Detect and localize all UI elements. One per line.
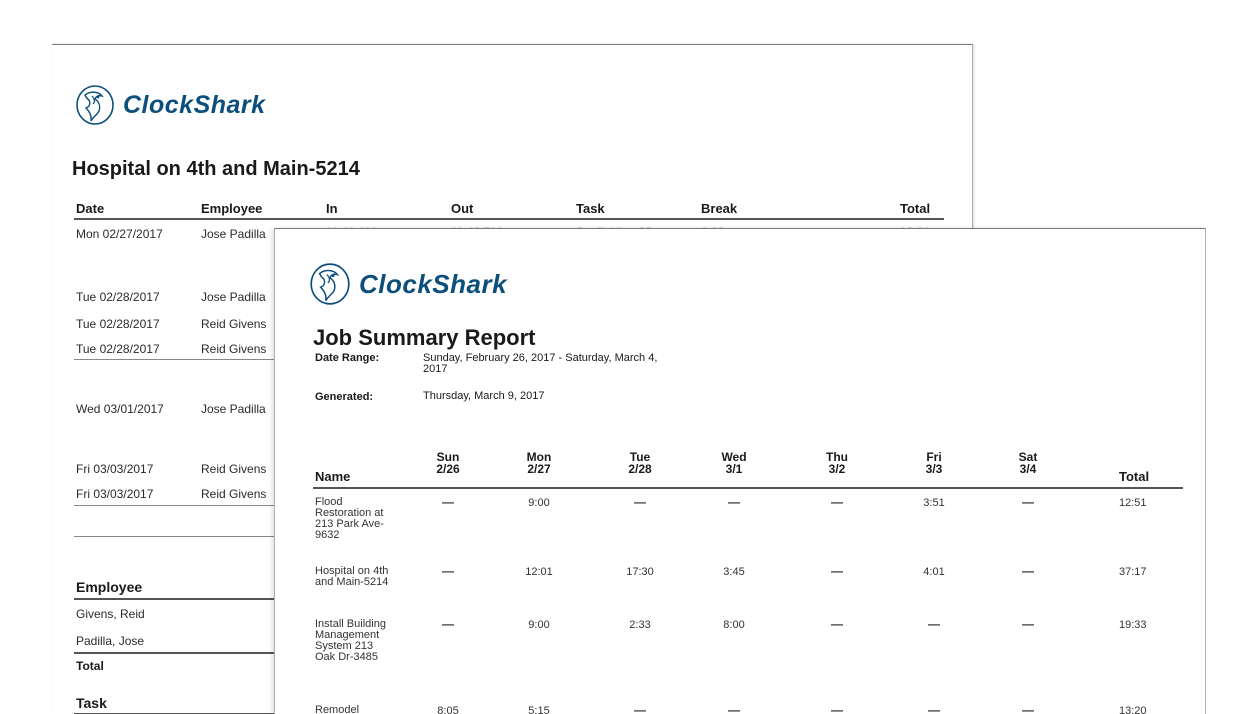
table-row-employee: Reid Givens xyxy=(201,342,267,356)
job-name: Hospital on 4th and Main-5214 xyxy=(315,565,389,588)
column-header-day xyxy=(615,451,665,475)
day-name: Sat xyxy=(1018,450,1038,464)
table-cell: 3:45 xyxy=(723,566,745,578)
table-row-date: Wed 03/01/2017 xyxy=(76,402,164,416)
table-cell: — xyxy=(831,617,843,631)
table-cell: 2:33 xyxy=(629,619,651,631)
shark-logo-icon xyxy=(74,83,116,127)
column-header-out: Out xyxy=(451,201,474,216)
column-header-day xyxy=(423,451,473,475)
table-row-employee: Reid Givens xyxy=(201,317,267,331)
table-cell: 12:01 xyxy=(525,566,553,578)
day-date: 2/28 xyxy=(628,462,652,476)
column-header-name: Name xyxy=(315,469,351,484)
table-cell: — xyxy=(1022,564,1034,578)
row-separator xyxy=(74,505,300,506)
shark-logo-icon xyxy=(308,261,352,307)
column-header-task: Task xyxy=(576,201,605,216)
row-total: 37:17 xyxy=(1119,566,1147,578)
table-cell: 8:05 xyxy=(437,705,459,714)
task-section-header: Task xyxy=(76,695,107,711)
column-header-day xyxy=(909,451,959,475)
date-range-label: Date Range: xyxy=(315,352,380,364)
employee-total-label: Total xyxy=(76,659,104,673)
table-row-employee: Reid Givens xyxy=(201,462,267,476)
day-date: 3/3 xyxy=(925,462,943,476)
brand-name: ClockShark xyxy=(123,90,266,119)
table-row-date: Fri 03/03/2017 xyxy=(76,462,154,476)
generated-label: Generated: xyxy=(315,391,374,403)
table-row-employee: Jose Padilla xyxy=(201,402,266,416)
header-rule xyxy=(74,218,944,220)
employee-section-header: Employee xyxy=(76,579,143,595)
column-header-total: Total xyxy=(900,201,931,216)
row-total: 12:51 xyxy=(1119,497,1147,509)
generated-value: Thursday, March 9, 2017 xyxy=(423,390,545,402)
column-header-employee: Employee xyxy=(201,201,263,216)
section-separator xyxy=(74,536,300,537)
day-date: 3/4 xyxy=(1019,462,1037,476)
table-cell: — xyxy=(442,495,454,509)
column-header-total: Total xyxy=(1119,469,1150,484)
table-cell: 9:00 xyxy=(528,619,550,631)
row-date: Mon 02/27/2017 xyxy=(76,227,163,241)
day-date: 3/1 xyxy=(725,462,743,476)
table-cell: — xyxy=(831,564,843,578)
table-row-date: Tue 02/28/2017 xyxy=(76,317,160,331)
job-name: Remodel xyxy=(315,704,360,714)
column-header-break: Break xyxy=(701,201,738,216)
front-logo xyxy=(308,261,507,307)
row-total: 19:33 xyxy=(1119,619,1147,631)
table-cell: — xyxy=(634,495,646,509)
row-employee: Jose Padilla xyxy=(201,227,266,241)
day-date: 3/2 xyxy=(828,462,846,476)
table-cell: — xyxy=(831,703,843,714)
table-cell: — xyxy=(442,564,454,578)
table-cell: 5:15 xyxy=(528,705,550,714)
table-cell: — xyxy=(831,495,843,509)
table-cell: 9:00 xyxy=(528,497,550,509)
day-date: 2/26 xyxy=(436,462,460,476)
table-cell: — xyxy=(1022,617,1034,631)
brand-name: ClockShark xyxy=(359,268,508,299)
table-cell: — xyxy=(1022,703,1034,714)
day-name: Tue xyxy=(629,450,651,464)
row-separator xyxy=(74,359,300,360)
table-cell: 8:00 xyxy=(723,619,745,631)
column-header-day xyxy=(1003,451,1053,475)
table-cell: — xyxy=(728,703,740,714)
date-range-value-line1: Sunday, February 26, 2017 - Saturday, March 4, xyxy=(423,352,658,364)
report-title: Job Summary Report xyxy=(313,325,536,350)
day-name: Fri xyxy=(926,450,942,464)
table-cell: 17:30 xyxy=(626,566,654,578)
date-range-value-line2: 2017 xyxy=(423,363,448,375)
employee-header-rule xyxy=(74,598,300,600)
table-cell: 4:01 xyxy=(923,566,945,578)
day-name: Mon xyxy=(526,450,552,464)
table-cell: — xyxy=(728,495,740,509)
header-rule xyxy=(313,487,1183,489)
front-report-page xyxy=(274,228,1206,714)
back-logo xyxy=(74,83,266,127)
day-date: 2/27 xyxy=(527,462,551,476)
table-cell: — xyxy=(442,617,454,631)
day-name: Thu xyxy=(826,450,848,464)
back-report-title: Hospital on 4th and Main-5214 xyxy=(72,158,360,180)
table-cell: 3:51 xyxy=(923,497,945,509)
table-cell: — xyxy=(928,703,940,714)
column-header-in: In xyxy=(326,201,338,216)
table-row-employee: Reid Givens xyxy=(201,487,267,501)
job-name: Install Building Management System 213 Oak Dr-3485 xyxy=(315,618,386,663)
table-row-date: Fri 03/03/2017 xyxy=(76,487,154,501)
row-total: 13:20 xyxy=(1119,705,1147,714)
table-row-employee: Jose Padilla xyxy=(201,290,266,304)
table-cell: — xyxy=(928,617,940,631)
column-header-date: Date xyxy=(76,201,105,216)
column-header-day xyxy=(709,451,759,475)
employee-row: Givens, Reid xyxy=(76,607,145,621)
table-row-date: Tue 02/28/2017 xyxy=(76,342,160,356)
employee-total-rule xyxy=(74,652,300,654)
table-row-date: Tue 02/28/2017 xyxy=(76,290,160,304)
day-name: Sun xyxy=(436,450,460,464)
column-header-day xyxy=(514,451,564,475)
employee-row: Padilla, Jose xyxy=(76,634,145,648)
day-name: Wed xyxy=(721,450,747,464)
table-cell: — xyxy=(634,703,646,714)
job-name: Flood Restoration at 213 Park Ave-9632 xyxy=(315,496,384,541)
table-cell: — xyxy=(1022,495,1034,509)
column-header-day xyxy=(812,451,862,475)
